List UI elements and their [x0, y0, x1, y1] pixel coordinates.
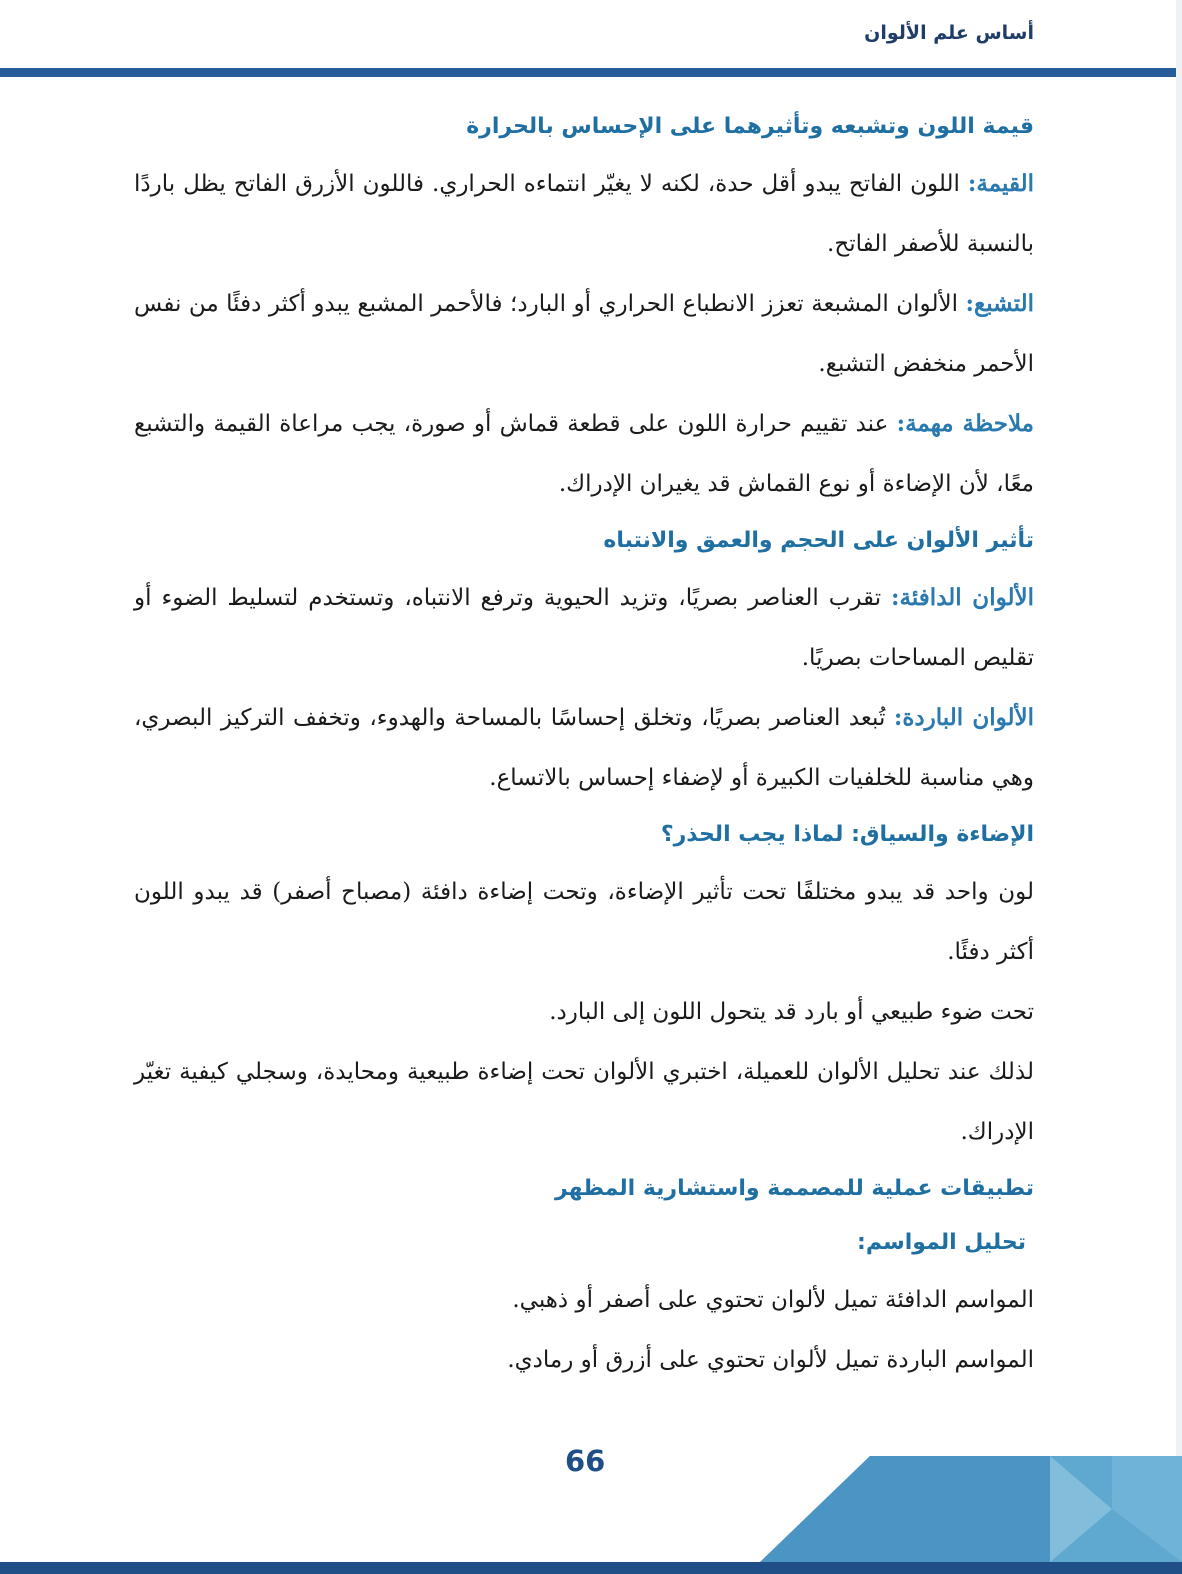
paragraph-cool-seasons: المواسم الباردة تميل لألوان تحتوي على أزرق أو رمادي.	[507, 1347, 1034, 1373]
subheading-season-analysis: تحليل المواسم:	[857, 1230, 1026, 1255]
section-heading-size-depth: تأثير الألوان على الحجم والعمق والانتباه	[603, 528, 1034, 553]
paragraph-text: اللون الفاتح يبدو أقل حدة، لكنه لا يغيّر انتماءه الحراري. فاللون الأزرق الفاتح يظل باردًا بالنسبة للأصفر الفاتح.	[134, 171, 1034, 257]
header-rule	[0, 68, 1176, 77]
paragraph-text: تقرب العناصر بصريًا، وتزيد الحيوية وترفع الانتباه، وتستخدم لتسليط الضوء أو تقليص المساحات بصريًا.	[134, 585, 1034, 671]
term-value: القيمة:	[967, 170, 1034, 197]
section-heading-lighting: الإضاءة والسياق: لماذا يجب الحذر؟	[660, 822, 1034, 847]
section-heading-value-saturation: قيمة اللون وتشبعه وتأثيرهما على الإحساس بالحرارة	[466, 114, 1034, 139]
section-heading-applications: تطبيقات عملية للمصممة واستشارية المظهر	[554, 1176, 1034, 1201]
paragraph-lighting-2: تحت ضوء طبيعي أو بارد قد يتحول اللون إلى البارد.	[549, 999, 1034, 1025]
term-warm-colors: الألوان الدافئة:	[891, 584, 1034, 611]
running-header-title: أساس علم الألوان	[864, 22, 1034, 44]
paragraph-value	[134, 154, 1034, 274]
page-content	[134, 100, 1034, 1390]
paragraph-warm-seasons: المواسم الدافئة تميل لألوان تحتوي على أصفر أو ذهبي.	[512, 1287, 1034, 1313]
paragraph-lighting-3: لذلك عند تحليل الألوان للعميلة، اختبري الألوان تحت إضاءة طبيعية ومحايدة، وسجلي كيفية تغيّر الإدراك.	[134, 1059, 1034, 1145]
page-number: 66	[565, 1444, 606, 1478]
term-saturation: التشبع:	[965, 290, 1034, 317]
paragraph-text: تُبعد العناصر بصريًا، وتخلق إحساسًا بالمساحة والهدوء، وتخفف التركيز البصري، وهي مناسبة للخلفيات الكبيرة أو لإضفاء إحساس بالاتساع.	[134, 705, 1034, 791]
paragraph-text: الألوان المشبعة تعزز الانطباع الحراري أو البارد؛ فالأحمر المشبع يبدو أكثر دفئًا من نفس الأحمر منخفض التشبع.	[134, 291, 1034, 377]
page-edge	[1176, 0, 1182, 1574]
paragraph-lighting-1: لون واحد قد يبدو مختلفًا تحت تأثير الإضاءة، وتحت إضاءة دافئة (مصباح أصفر) قد يبدو اللون أكثر دفئًا.	[134, 879, 1034, 965]
term-cool-colors: الألوان الباردة:	[893, 704, 1034, 731]
paragraph-warm-colors	[134, 568, 1034, 688]
paragraph-cool-colors	[134, 688, 1034, 808]
term-important-note: ملاحظة مهمة:	[896, 410, 1034, 437]
paragraph-important-note	[134, 394, 1034, 514]
paragraph-text: عند تقييم حرارة اللون على قطعة قماش أو صورة، يجب مراعاة القيمة والتشبع معًا، لأن الإضاءة أو نوع القماش قد يغيران الإدراك.	[134, 411, 1034, 497]
paragraph-saturation	[134, 274, 1034, 394]
